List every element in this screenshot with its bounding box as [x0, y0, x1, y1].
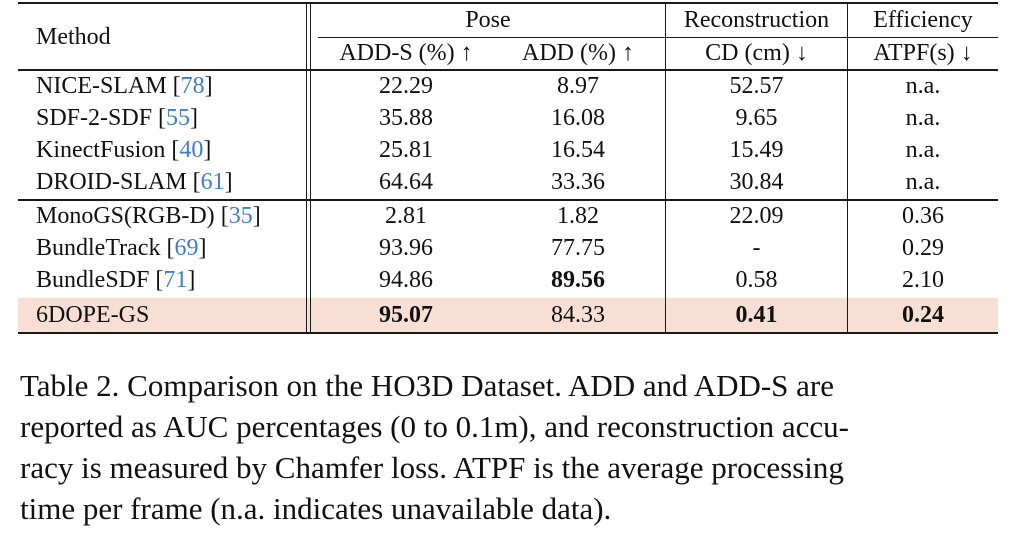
vertical-rule-double-b — [310, 2, 311, 332]
cd-cell: 22.09 — [729, 203, 784, 229]
adds-cell: 35.88 — [379, 105, 433, 131]
atpf-cell: 0.36 — [902, 203, 944, 229]
atpf-header: ATPF(s) ↓ — [873, 40, 973, 66]
bottom-rule — [18, 332, 998, 334]
add-cell-best: 89.56 — [551, 267, 605, 293]
pose-group-header: Pose — [465, 7, 511, 33]
atpf-cell: 0.29 — [902, 235, 944, 261]
table-caption — [20, 365, 1010, 529]
cd-cell: 15.49 — [729, 137, 784, 163]
citation-link[interactable]: 71 — [163, 267, 188, 293]
cd-cell: - — [752, 235, 761, 261]
method-cell: DROID-SLAM [61] — [36, 169, 233, 195]
add-cell: 84.33 — [551, 302, 605, 328]
vertical-rule-double-a — [306, 2, 307, 332]
adds-cell: 25.81 — [379, 137, 433, 163]
atpf-cell: n.a. — [905, 137, 941, 163]
caption-line: time per frame (n.a. indicates unavailable data). — [20, 491, 612, 526]
cd-cell: 30.84 — [729, 169, 784, 195]
method-cell: NICE-SLAM [78] — [36, 73, 213, 99]
adds-cell: 2.81 — [385, 203, 427, 229]
efficiency-group-header: Efficiency — [873, 7, 973, 33]
atpf-cell: 2.10 — [902, 267, 944, 293]
method-cell: BundleSDF [71] — [36, 267, 196, 293]
add-cell: 77.75 — [551, 235, 605, 261]
atpf-cell: n.a. — [905, 105, 941, 131]
method-header: Method — [36, 24, 111, 50]
add-cell: 33.36 — [551, 169, 605, 195]
method-cell: BundleTrack [69] — [36, 235, 207, 261]
method-cell: SDF-2-SDF [55] — [36, 105, 199, 131]
method-cell: KinectFusion [40] — [36, 137, 212, 163]
add-cell: 1.82 — [557, 203, 599, 229]
adds-cell: 22.29 — [379, 73, 433, 99]
atpf-cell-best: 0.24 — [902, 302, 944, 328]
adds-cell: 64.64 — [379, 169, 433, 195]
add-cell: 8.97 — [557, 73, 599, 99]
method-cell: MonoGS(RGB-D) [35] — [36, 203, 261, 229]
add-cell: 16.54 — [551, 137, 605, 163]
citation-link[interactable]: 69 — [174, 235, 199, 261]
citation-link[interactable]: 55 — [166, 105, 191, 131]
method-cell-ours: 6DOPE-GS — [36, 302, 150, 328]
citation-link[interactable]: 78 — [180, 73, 205, 99]
caption-line: reported as AUC percentages (0 to 0.1m), and reconstruction accu- — [20, 409, 849, 444]
reconstruction-group-header: Reconstruction — [683, 7, 830, 33]
caption-line: Table 2. Comparison on the HO3D Dataset. ADD and ADD-S are — [20, 368, 835, 403]
results-table — [18, 0, 998, 335]
cd-header: CD (cm) ↓ — [705, 40, 808, 66]
citation-link[interactable]: 40 — [179, 137, 204, 163]
adds-cell: 94.86 — [379, 267, 433, 293]
adds-cell-best: 95.07 — [379, 302, 433, 328]
add-cell: 16.08 — [551, 105, 605, 131]
caption-line: racy is measured by Chamfer loss. ATPF is the average processing — [20, 450, 844, 485]
cd-cell: 9.65 — [735, 105, 778, 131]
citation-link[interactable]: 35 — [228, 203, 253, 229]
atpf-cell: n.a. — [905, 169, 941, 195]
citation-link[interactable]: 61 — [200, 169, 225, 195]
add-header: ADD (%) ↑ — [522, 40, 634, 66]
adds-cell: 93.96 — [379, 235, 433, 261]
cd-cell: 52.57 — [729, 73, 784, 99]
top-rule — [18, 2, 998, 4]
adds-header: ADD-S (%) ↑ — [339, 40, 473, 66]
cd-cell: 0.58 — [735, 267, 778, 293]
atpf-cell: n.a. — [905, 73, 941, 99]
cd-cell-best: 0.41 — [735, 302, 778, 328]
